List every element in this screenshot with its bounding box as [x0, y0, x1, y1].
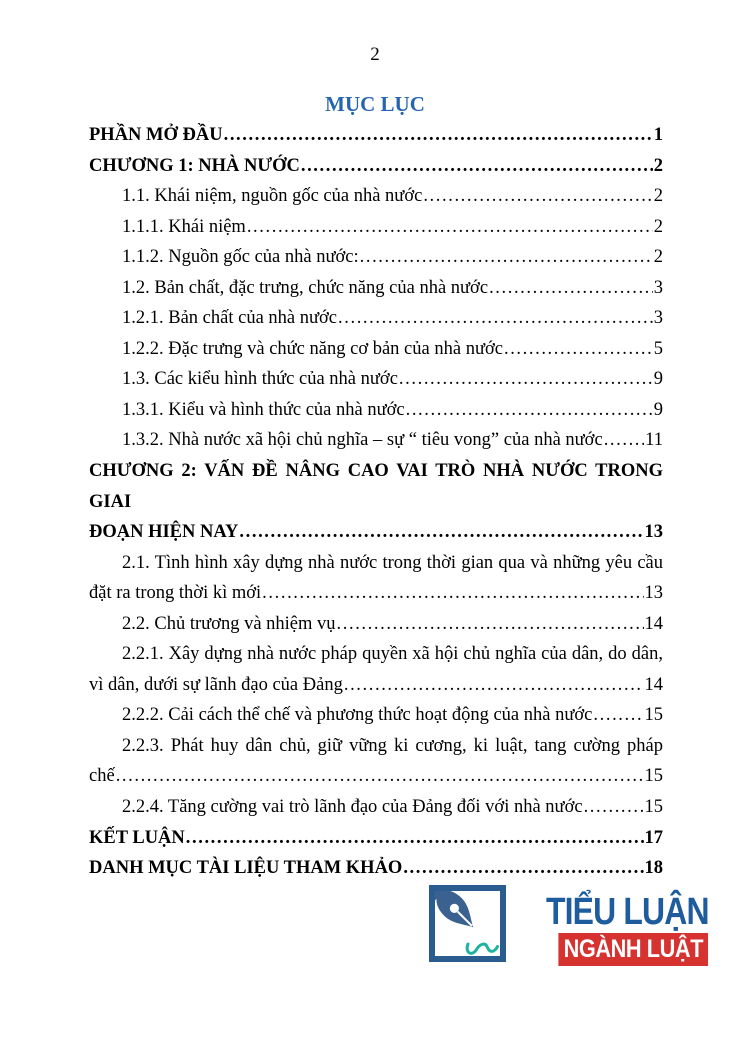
toc-entry-text: 1.1. Khái niệm, nguồn gốc của nhà nước — [122, 186, 423, 207]
toc-entry — [89, 151, 663, 182]
toc-entry — [89, 609, 663, 640]
toc-entry-text: KẾT LUẬN — [89, 827, 185, 848]
toc-entry — [89, 334, 663, 365]
toc-page-number: 3 — [653, 308, 663, 329]
toc-leader-dots — [604, 425, 644, 456]
toc-page-number: 18 — [644, 858, 663, 879]
toc-leader-dots — [337, 609, 644, 640]
toc-page-number: 2 — [653, 186, 663, 207]
toc-page-number: 2 — [653, 155, 663, 176]
toc-entry — [89, 700, 663, 731]
toc-entry-text: vì dân, dưới sự lãnh đạo của Đảng — [89, 674, 343, 695]
toc-entry-text: 1.3. Các kiểu hình thức của nhà nước — [122, 369, 398, 390]
toc-entry — [89, 853, 663, 884]
page-number: 2 — [370, 44, 380, 65]
toc-leader-dots — [239, 517, 643, 548]
toc-entry-text: 1.2.2. Đặc trưng và chức năng cơ bản của nhà nước — [122, 338, 503, 359]
toc-page-number: 15 — [644, 797, 663, 818]
toc-page-number: 17 — [644, 827, 663, 848]
toc-entry — [89, 731, 663, 762]
brand-logo — [429, 885, 709, 966]
toc-leader-dots — [344, 670, 644, 701]
toc-entry — [89, 181, 663, 212]
toc-entry — [89, 242, 663, 273]
toc-entry-text: 1.1.2. Nguồn gốc của nhà nước: — [122, 247, 359, 268]
toc-entry — [89, 120, 663, 151]
toc-entry-text: CHƯƠNG 2: VẤN ĐỀ NÂNG CAO VAI TRÒ NHÀ NƯỚC TRONG GIAI — [89, 461, 663, 512]
toc-entry — [89, 578, 663, 609]
pen-nib-icon — [429, 885, 506, 962]
toc-page-number: 2 — [653, 247, 663, 268]
toc-entry — [89, 792, 663, 823]
toc-list — [89, 120, 663, 884]
toc-entry-text: 2.1. Tình hình xây dựng nhà nước trong thời gian qua và những yêu cầu — [122, 552, 663, 573]
toc-leader-dots — [489, 273, 653, 304]
logo-text-block — [515, 885, 709, 966]
toc-page-number: 15 — [644, 705, 663, 726]
toc-entry — [89, 517, 663, 548]
toc-entry-text: 2.2. Chủ trương và nhiệm vụ — [122, 613, 336, 634]
toc-entry — [89, 548, 663, 579]
toc-page-number: 9 — [653, 399, 663, 420]
toc-page-number: 14 — [644, 674, 663, 695]
toc-leader-dots — [338, 303, 653, 334]
toc-entry — [89, 456, 663, 517]
toc-leader-dots — [593, 700, 643, 731]
toc-entry-text: 1.1.1. Khái niệm — [122, 216, 246, 237]
toc-entry-text: CHƯƠNG 1: NHÀ NƯỚC — [89, 155, 300, 176]
toc-leader-dots — [186, 823, 644, 854]
logo-subtitle-badge: NGÀNH LUẬT — [559, 933, 709, 966]
toc-entry-text: 2.2.3. Phát huy dân chủ, giữ vững ki cương, ki luật, tang cường pháp — [122, 735, 663, 756]
toc-entry-text: 1.2.1. Bản chất của nhà nước — [122, 308, 338, 329]
toc-entry — [89, 823, 663, 854]
toc-leader-dots — [247, 212, 653, 243]
toc-entry-text: DANH MỤC TÀI LIỆU THAM KHẢO — [89, 858, 403, 879]
toc-page-number: 13 — [644, 583, 663, 604]
toc-entry-text: chế — [89, 766, 115, 787]
toc-leader-dots — [584, 792, 644, 823]
toc-entry-text: PHẦN MỞ ĐẦU — [89, 125, 223, 145]
toc-leader-dots — [423, 181, 652, 212]
logo-title: TIỂU LUẬN — [545, 891, 709, 933]
toc-page-number: 5 — [653, 338, 663, 359]
toc-leader-dots — [504, 334, 653, 365]
toc-leader-dots — [224, 120, 653, 151]
toc-entry — [89, 670, 663, 701]
toc-leader-dots — [403, 853, 643, 884]
toc-page-number: 9 — [653, 369, 663, 390]
toc-entry-text: ĐOẠN HIỆN NAY — [89, 522, 239, 543]
toc-entry-text: 2.2.4. Tăng cường vai trò lãnh đạo của Đảng đối với nhà nước — [122, 797, 583, 818]
toc-entry-text: đặt ra trong thời kì mới — [89, 583, 262, 604]
toc-entry — [89, 761, 663, 792]
toc-entry — [89, 303, 663, 334]
toc-page-number: 13 — [644, 522, 663, 543]
toc-leader-dots — [406, 395, 653, 426]
toc-leader-dots — [262, 578, 643, 609]
toc-leader-dots — [116, 761, 644, 792]
toc-entry-text: 2.2.1. Xây dựng nhà nước pháp quyền xã hội chủ nghĩa của dân, do dân, — [122, 644, 663, 665]
toc-entry-text: 1.2. Bản chất, đặc trưng, chức năng của nhà nước — [122, 277, 489, 298]
toc-entry-text: 2.2.2. Cải cách thể chế và phương thức hoạt động của nhà nước — [122, 705, 593, 726]
toc-leader-dots — [360, 242, 653, 273]
toc-entry — [89, 395, 663, 426]
toc-leader-dots — [399, 364, 653, 395]
toc-entry-text: 1.3.1. Kiểu và hình thức của nhà nước — [122, 399, 405, 420]
toc-entry — [89, 273, 663, 304]
toc-entry — [89, 425, 663, 456]
toc-leader-dots — [301, 151, 653, 182]
toc-page-number: 14 — [644, 613, 663, 634]
toc-page-number: 11 — [645, 430, 663, 451]
page-title: MỤC LỤC — [325, 92, 425, 116]
toc-page-number: 15 — [644, 766, 663, 787]
toc-page-number: 2 — [653, 216, 663, 237]
toc-entry — [89, 639, 663, 670]
toc-entry — [89, 364, 663, 395]
toc-entry-text: 1.3.2. Nhà nước xã hội chủ nghĩa – sự “ tiêu vong” của nhà nước — [122, 430, 603, 451]
toc-page-number: 1 — [653, 125, 663, 145]
toc-page-number: 3 — [653, 277, 663, 298]
toc-entry — [89, 212, 663, 243]
